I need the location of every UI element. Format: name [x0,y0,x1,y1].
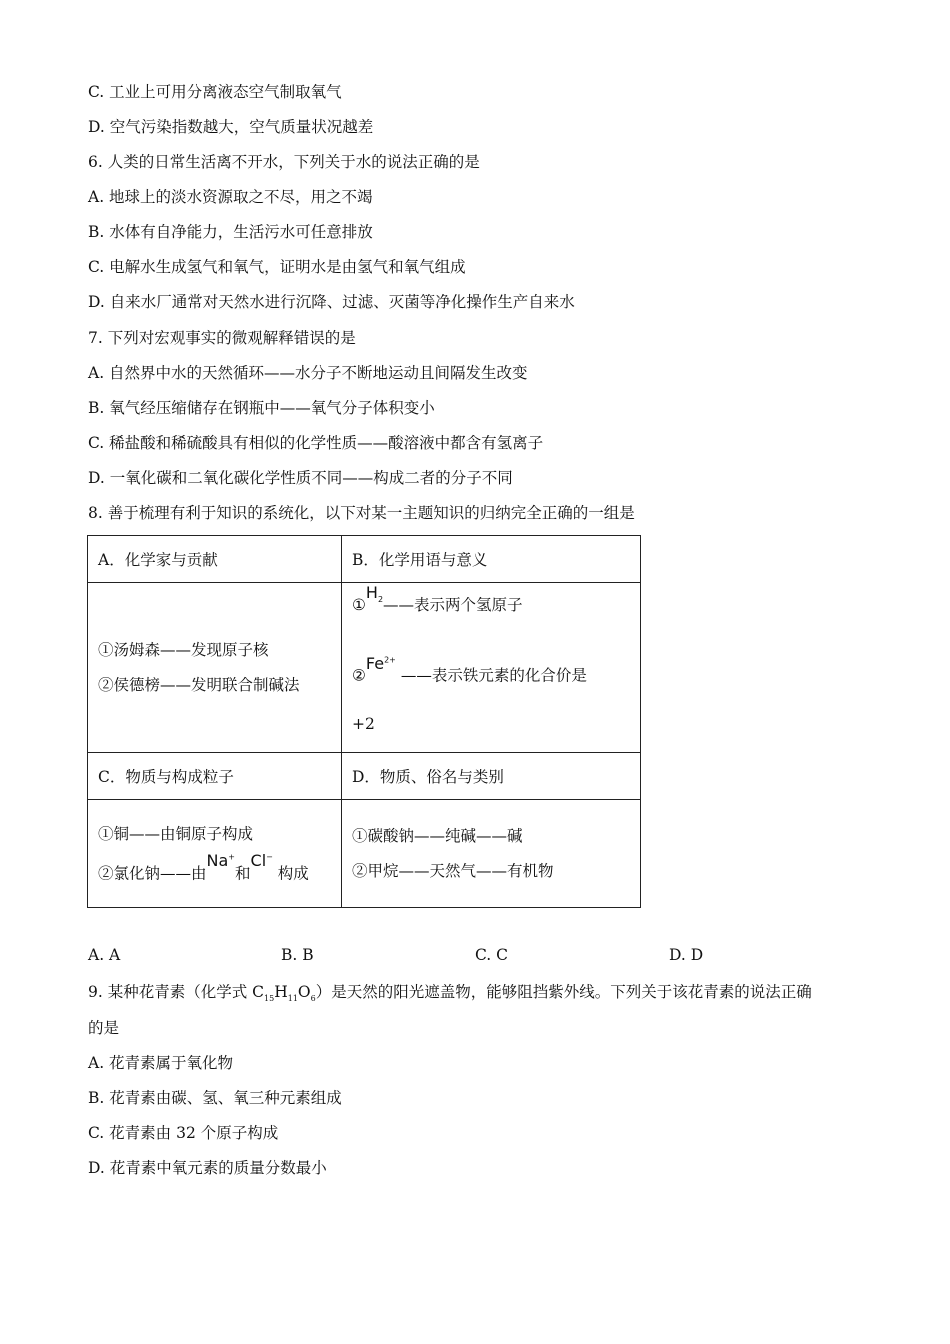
cell-c-2-and: 和 [235,864,251,883]
cell-a-line-1: ①汤姆森——发现原子核 [98,641,269,659]
option-7d: D. 一氧化碳和二氧化碳化学性质不同——构成二者的分子不同 [88,469,513,487]
cell-c-line-1: ①铜——由铜原子构成 [98,824,254,843]
symbol-na: Na [206,851,229,871]
choice-b: B. B [281,946,314,964]
cell-a-line-2: ②侯德榜——发明联合制碱法 [98,676,300,694]
q9-h-subscript: 11 [287,994,298,1004]
question-7-stem: 7. 下列对宏观事实的微观解释错误的是 [88,329,356,347]
option-9d: D. 花青素中氧元素的质量分数最小 [88,1159,327,1177]
q9-stem-prefix: 9. 某种花青素（化学式 C [88,983,265,1001]
cell-d-line-1: ①碳酸钠——纯碱——碱 [352,827,523,845]
superscript-plus: + [228,852,235,862]
question-8-stem: 8. 善于梳理有利于知识的系统化，以下对某一主题知识的归纳完全正确的一组是 [88,504,635,522]
option-9c: C. 花青素由 32 个原子构成 [88,1124,279,1142]
q9-o: O [297,983,311,1001]
cell-c-2-suffix: 构成 [277,864,309,883]
table-cell-d [342,800,641,908]
option-5d: D. 空气污染指数越大，空气质量状况越差 [88,118,374,136]
choice-a: A. A [88,946,121,964]
choice-c: C. C [475,946,509,964]
formula-h2 [365,583,384,605]
cell-c-line-2 [98,851,341,883]
cell-b-line-2 [352,653,640,685]
cell-b-1-prefix: ① [352,596,366,615]
subscript-2: 2 [377,595,384,605]
cell-c-2-prefix: ②氯化钠——由 [98,864,207,883]
table-cell-a [88,583,342,753]
table-cell-b [342,583,641,753]
symbol-cl: Cl [250,851,267,871]
table-header-c: C．物质与构成粒子 [88,753,342,800]
option-7b: B. 氧气经压缩储存在钢瓶中——氧气分子体积变小 [88,399,435,417]
ion-na [207,851,235,870]
option-6b: B. 水体有自净能力，生活污水可任意排放 [88,223,373,241]
cell-d-line-2: ②甲烷——天然气——有机物 [352,862,554,880]
option-6c: C. 电解水生成氢气和氧气，证明水是由氢气和氧气组成 [88,258,466,276]
option-9b: B. 花青素由碳、氢、氧三种元素组成 [88,1089,342,1107]
table-header-b: B．化学用语与意义 [342,536,641,583]
option-6d: D. 自来水厂通常对天然水进行沉降、过滤、灭菌等净化操作生产自来水 [88,293,575,311]
symbol-h: H [365,583,378,603]
table-header-d: D．物质、俗名与类别 [342,753,641,800]
cell-b-2-prefix: ② [352,666,366,685]
option-6a: A. 地球上的淡水资源取之不尽，用之不竭 [88,188,373,206]
table-header-a: A．化学家与贡献 [88,536,342,583]
cell-b-2-text: ——表示铁元素的化合价是 [400,666,587,685]
knowledge-table [87,535,641,908]
question-9-stem [88,982,812,1009]
q9-c-subscript: 15 [264,994,275,1004]
option-5c: C. 工业上可用分离液态空气制取氧气 [88,83,342,101]
option-9a: A. 花青素属于氧化物 [88,1054,234,1072]
superscript-minus: − [266,852,273,862]
symbol-fe: Fe [365,653,385,673]
cell-b-1-text: ——表示两个氢原子 [383,596,523,615]
cell-b-line-3: +2 [352,714,375,733]
table-cell-c [88,800,342,908]
option-7a: A. 自然界中水的天然循环——水分子不断地运动且间隔发生改变 [88,364,528,382]
choice-d: D. D [669,946,704,964]
q9-o-subscript: 6 [310,994,316,1004]
ion-cl [251,851,273,870]
option-7c: C. 稀盐酸和稀硫酸具有相似的化学性质——酸溶液中都含有氢离子 [88,434,544,452]
cell-b-line-1 [352,583,640,622]
question-9-stem-cont: 的是 [88,1019,120,1037]
ion-fe2 [366,654,396,673]
q9-h: H [274,983,288,1001]
q9-stem-suffix: ）是天然的阳光遮盖物，能够阻挡紫外线。下列关于该花青素的说法正确 [315,983,812,1001]
superscript-2plus: 2+ [384,655,396,665]
question-6-stem: 6. 人类的日常生活离不开水，下列关于水的说法正确的是 [88,153,480,171]
